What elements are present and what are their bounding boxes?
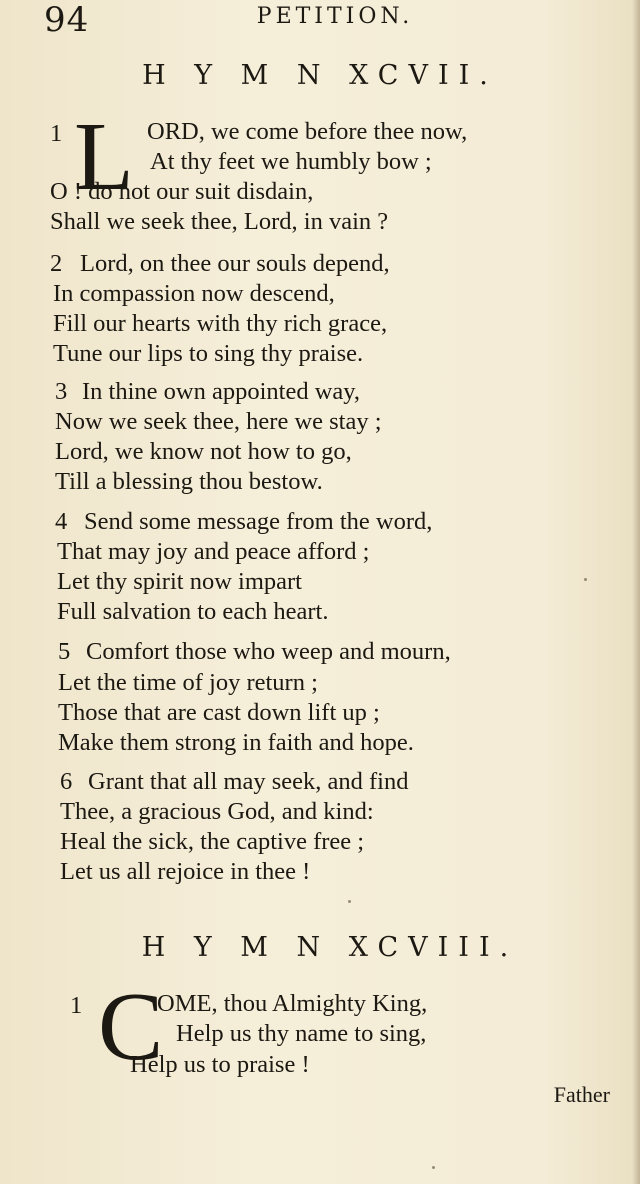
- verse-line: Grant that all may seek, and find: [88, 768, 409, 795]
- verse-line: Lord, we know not how to go,: [55, 438, 352, 465]
- verse-line: At thy feet we humbly bow ;: [150, 148, 432, 175]
- verse-line: O ! do not our suit disdain,: [50, 178, 314, 205]
- verse-line: Fill our hearts with thy rich grace,: [53, 310, 388, 337]
- verse-line: Lord, on thee our souls depend,: [80, 250, 390, 277]
- verse-line: ORD, we come before thee now,: [147, 118, 468, 145]
- verse-line: That may joy and peace afford ;: [57, 538, 370, 565]
- verse-line: Let us all rejoice in thee !: [60, 858, 311, 885]
- verse-line: Tune our lips to sing thy praise.: [53, 340, 364, 367]
- verse-line: Help us to praise !: [130, 1051, 310, 1078]
- verse-number: 1: [70, 992, 83, 1019]
- verse-number: 6: [60, 768, 73, 795]
- verse-number: 1: [50, 120, 63, 147]
- verse-line: Now we seek thee, here we stay ;: [55, 408, 382, 435]
- verse-line: In thine own appointed way,: [82, 378, 361, 405]
- page-number: 94: [44, 0, 90, 40]
- verse-line: Shall we seek thee, Lord, in vain ?: [50, 208, 389, 235]
- verse-line: Let thy spirit now impart: [57, 568, 302, 595]
- verse-line: Help us thy name to sing,: [176, 1020, 427, 1047]
- verse-number: 4: [55, 508, 68, 535]
- verse-line: Let the time of joy return ;: [58, 669, 318, 696]
- verse-line: In compassion now descend,: [53, 280, 335, 307]
- running-head: PETITION.: [256, 4, 414, 29]
- print-speck: [348, 900, 351, 903]
- print-speck: [584, 578, 587, 581]
- verse-number: 5: [58, 638, 71, 665]
- verse-line: Comfort those who weep and mourn,: [86, 638, 451, 665]
- hymn-97-title: H Y M N XCVII.: [142, 60, 498, 91]
- page-edge-shadow: [632, 0, 640, 1184]
- hymn-98-title: H Y M N XCVIII.: [141, 932, 519, 963]
- verse-line: Full salvation to each heart.: [57, 598, 329, 625]
- drop-cap: L: [74, 103, 134, 211]
- verse-line: Those that are cast down lift up ;: [58, 699, 380, 726]
- verse-line: Make them strong in faith and hope.: [58, 729, 414, 756]
- verse-line: Thee, a gracious God, and kind:: [60, 798, 374, 825]
- verse-line: OME, thou Almighty King,: [157, 990, 428, 1017]
- print-speck: [432, 1166, 435, 1169]
- drop-cap: C: [98, 973, 164, 1081]
- catchword: Father: [553, 1082, 610, 1107]
- verse-line: Heal the sick, the captive free ;: [60, 828, 365, 855]
- verse-line: Till a blessing thou bestow.: [55, 468, 323, 495]
- verse-number: 2: [50, 250, 63, 277]
- verse-line: Send some message from the word,: [84, 508, 433, 535]
- verse-number: 3: [55, 378, 68, 405]
